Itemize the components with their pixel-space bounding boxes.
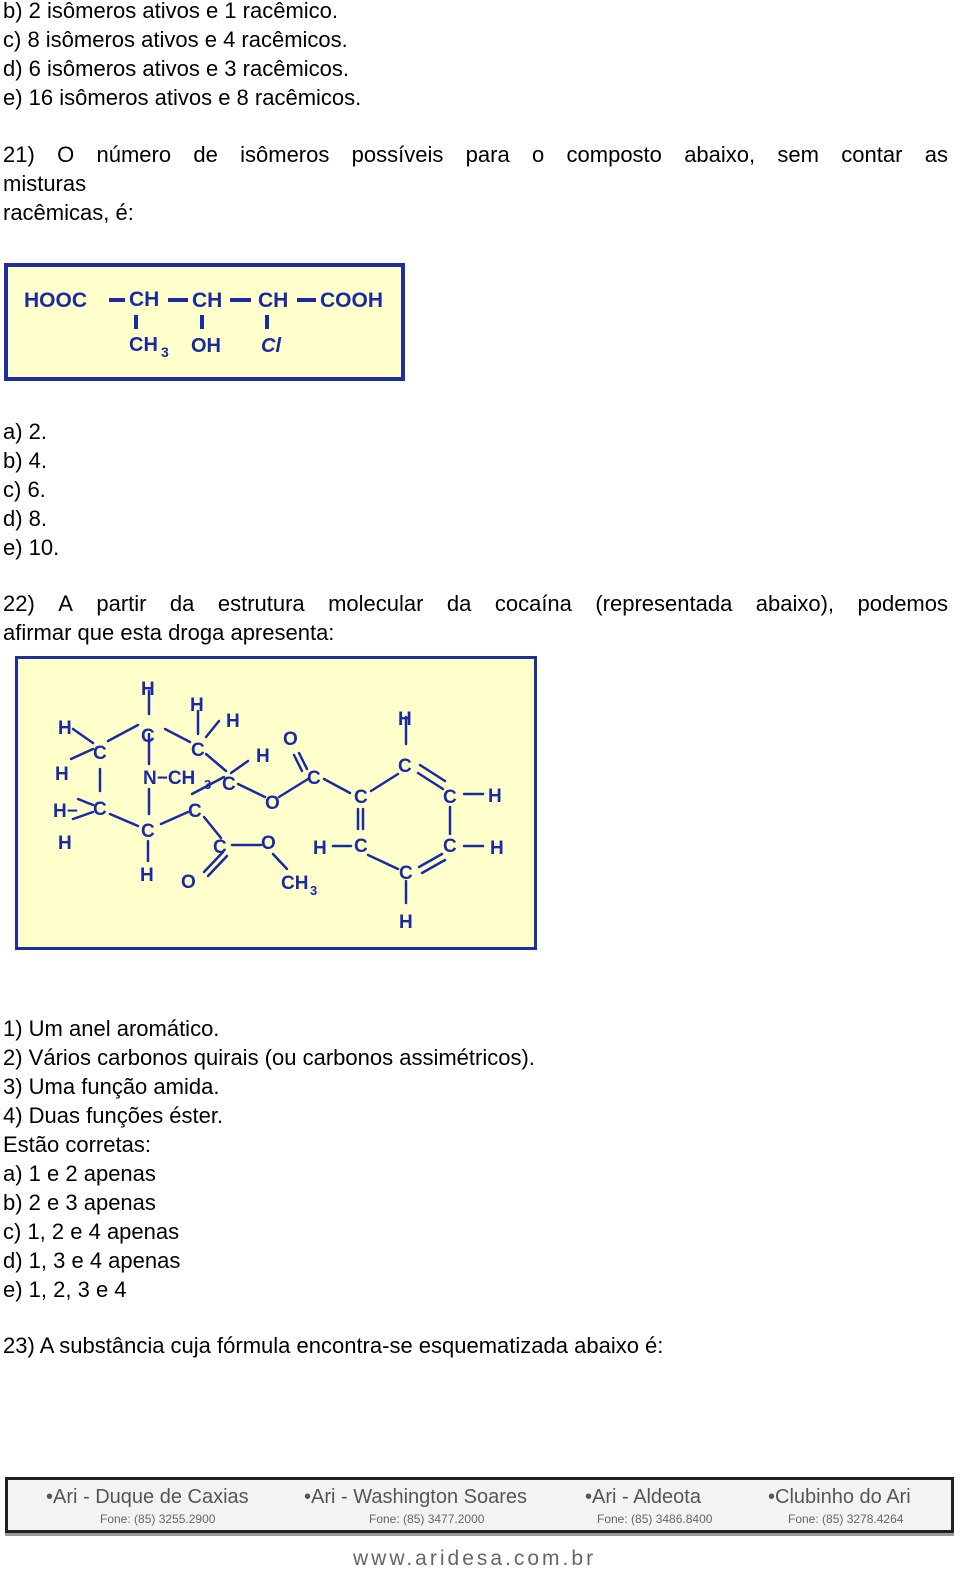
word: número: [96, 142, 172, 167]
atom-label: N−CH: [143, 768, 196, 789]
atom-label: O: [265, 793, 280, 814]
word: O: [57, 142, 75, 167]
q21-option-b: b) 4.: [3, 448, 48, 473]
option-d-prev: d) 6 isômeros ativos e 3 racêmicos.: [3, 56, 350, 81]
word: molecular: [328, 591, 424, 616]
atom-label: C: [93, 743, 107, 764]
q21-statement-line3: racêmicas, é:: [3, 200, 134, 225]
q22-option-b: b) 2 e 3 apenas: [3, 1190, 156, 1215]
atom-label: C: [354, 836, 368, 857]
atom-label: C: [443, 836, 457, 857]
footer-unit-phone: Fone: (85) 3278.4264: [788, 1512, 904, 1526]
word: abaixo,: [684, 142, 756, 167]
atom-label: H: [488, 786, 502, 807]
atom-label: C: [191, 740, 205, 761]
q22-option-d: d) 1, 3 e 4 apenas: [3, 1248, 181, 1273]
atom-label: CH: [281, 873, 309, 894]
word: cocaína: [494, 591, 572, 616]
cooh-group: COOH: [320, 289, 383, 312]
q21-option-d: d) 8.: [3, 506, 48, 531]
hooc-group: HOOC: [24, 289, 87, 312]
atom-label: C: [398, 756, 412, 777]
q21-option-e: e) 10.: [3, 535, 60, 560]
option-e-prev: e) 16 isômeros ativos e 8 racêmicos.: [3, 85, 362, 110]
q22-statement-line2: afirmar que esta droga apresenta:: [3, 620, 335, 645]
q22-statement-line1: [3, 590, 948, 618]
word: isômeros: [240, 142, 330, 167]
atom-label: C: [141, 726, 155, 747]
q21-formula-figure: [4, 263, 405, 381]
atom-label: O: [261, 833, 276, 854]
cl-substituent: Cl: [261, 335, 281, 357]
ch3-subscript: 3: [161, 344, 169, 360]
word: composto: [566, 142, 662, 167]
atom-label: C: [443, 787, 457, 808]
footer-unit-phone: Fone: (85) 3477.2000: [369, 1512, 485, 1526]
word: abaixo),: [755, 591, 835, 616]
atom-label: H: [140, 865, 154, 886]
word: para: [465, 142, 510, 167]
atom-label: C: [222, 774, 236, 795]
atom-label: H: [398, 709, 412, 730]
footer-unit-phone: Fone: (85) 3255.2900: [100, 1512, 216, 1526]
word: partir: [96, 591, 147, 616]
atom-label: H: [58, 718, 72, 739]
atom-label: C: [213, 837, 227, 858]
option-b-prev: b) 2 isômeros ativos e 1 racêmico.: [3, 0, 339, 23]
q21-option-c: c) 6.: [3, 477, 46, 502]
atom-label: H: [226, 711, 240, 732]
atom-label: 3: [310, 883, 318, 898]
q22-option-c: c) 1, 2 e 4 apenas: [3, 1219, 180, 1244]
atom-label: H: [58, 833, 72, 854]
word: de: [193, 142, 218, 167]
atom-label: C: [188, 801, 202, 822]
atom-label: H: [190, 695, 204, 716]
q21-formula-svg: [8, 267, 401, 377]
word: (representada: [595, 591, 733, 616]
word: da: [169, 591, 195, 616]
atom-label: O: [283, 729, 298, 750]
word: 21): [3, 142, 35, 167]
footer-unit-name: •Clubinho do Ari: [768, 1486, 911, 1508]
option-c-prev: c) 8 isômeros ativos e 4 racêmicos.: [3, 27, 348, 52]
footer-unit-name: •Ari - Duque de Caxias: [46, 1486, 249, 1508]
atom-label: O: [181, 872, 196, 893]
ch-carbon-2: CH: [192, 289, 223, 312]
q21-statement-line1: [3, 141, 948, 169]
atom-label: C: [141, 821, 155, 842]
word: as: [924, 142, 948, 167]
ch-carbon-3: CH: [258, 289, 289, 312]
atom-label: C: [307, 768, 321, 789]
q23-statement: 23) A substância cuja fórmula encontra-se esquematizada abaixo é:: [3, 1333, 664, 1358]
cocaine-structure-figure: [15, 656, 537, 950]
word: sem: [777, 142, 819, 167]
q22-statement-1: 1) Um anel aromático.: [3, 1016, 220, 1041]
word: podemos: [857, 591, 948, 616]
atom-label: H−: [53, 801, 78, 822]
q22-prompt: Estão corretas:: [3, 1132, 151, 1157]
q22-statement-3: 3) Uma função amida.: [3, 1074, 220, 1099]
q21-option-a: a) 2.: [3, 419, 48, 444]
word: possíveis: [351, 142, 444, 167]
word: contar: [841, 142, 903, 167]
footer-website[interactable]: www.aridesa.com.br: [353, 1547, 597, 1570]
footer-banner: [5, 1477, 954, 1533]
q21-statement-line2: misturas: [3, 171, 87, 196]
q22-option-a: a) 1 e 2 apenas: [3, 1161, 156, 1186]
q22-statement-4: 4) Duas funções éster.: [3, 1103, 224, 1128]
q22-option-e: e) 1, 2, 3 e 4: [3, 1277, 127, 1302]
word: 22): [3, 591, 35, 616]
atom-label: H: [399, 912, 413, 933]
atom-label: H: [490, 838, 504, 859]
footer-unit-name: •Ari - Washington Soares: [304, 1486, 528, 1508]
atom-label: C: [354, 787, 368, 808]
atom-label: C: [399, 863, 413, 884]
word: A: [58, 591, 73, 616]
ch3-substituent: CH: [129, 334, 158, 356]
atom-label: C: [93, 799, 107, 820]
atom-label: H: [313, 838, 327, 859]
word: da: [446, 591, 472, 616]
ch-carbon-1: CH: [129, 288, 160, 311]
atom-label: H: [55, 764, 69, 785]
atom-label: H: [141, 679, 155, 700]
word: o: [531, 142, 545, 167]
footer-unit-name: •Ari - Aldeota: [585, 1486, 701, 1508]
cocaine-structure-svg: [18, 659, 534, 947]
oh-substituent: OH: [191, 335, 221, 357]
atom-label: H: [256, 746, 270, 767]
q22-statement-2: 2) Vários carbonos quirais (ou carbonos assimétricos).: [3, 1045, 535, 1070]
word: estrutura: [217, 591, 305, 616]
footer-unit-phone: Fone: (85) 3486.8400: [597, 1512, 713, 1526]
atom-label: 3: [204, 777, 212, 792]
